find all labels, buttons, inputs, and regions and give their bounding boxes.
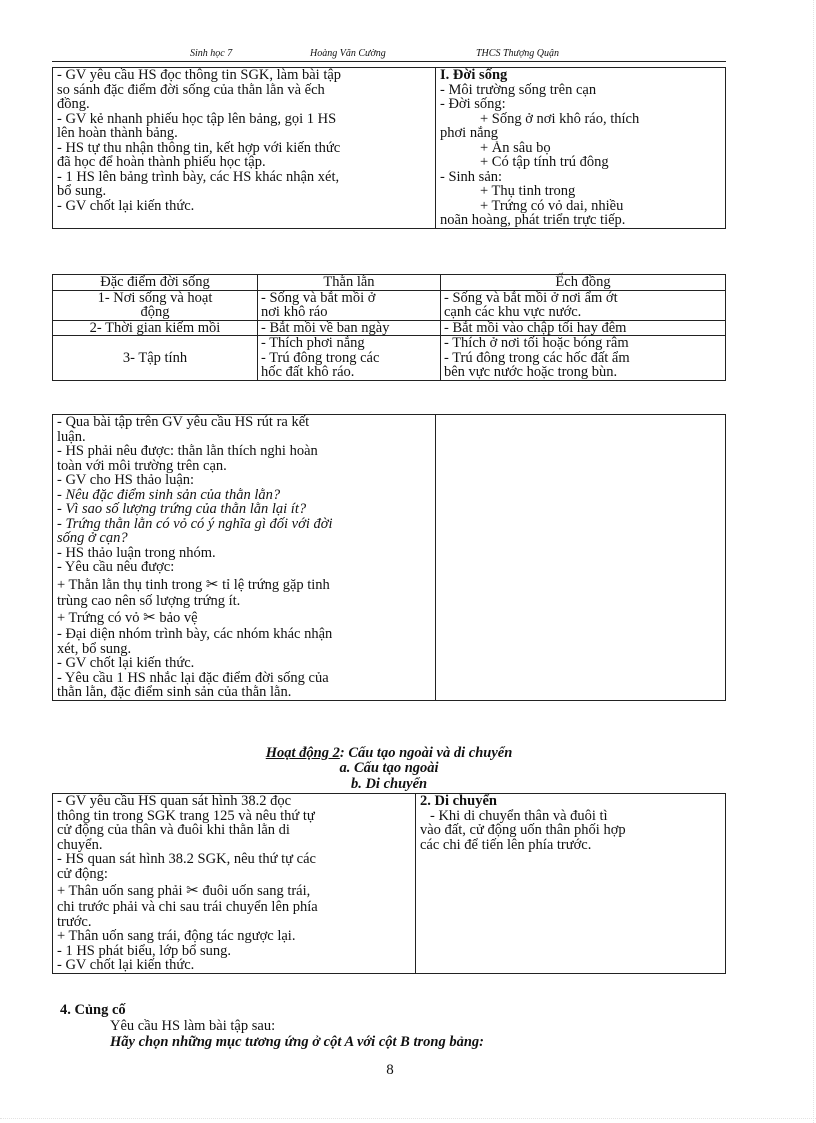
subheading-b: b. Di chuyển	[350, 776, 428, 792]
lizard-cell	[258, 336, 441, 381]
column-header: Thằn lằn	[258, 275, 441, 291]
text-line: - Yêu cầu 1 HS nhắc lại đặc điểm đời sống của	[57, 670, 329, 685]
text-line: so sánh đặc điểm đời sống của thằn lằn và ếch	[57, 82, 325, 97]
text-line: trước.	[57, 914, 92, 929]
text-line: + Thân uốn sang trái, động tác ngược lại.	[57, 929, 296, 944]
text-line: lên hoàn thành bảng.	[57, 126, 178, 141]
text-line: động	[140, 305, 170, 320]
text-line: - Khi di chuyển thân và đuôi tì	[430, 808, 608, 823]
text-line: - GV cho HS thảo luận:	[57, 473, 195, 488]
text-line: - Qua bài tập trên GV yêu cầu HS rút ra kết	[57, 415, 310, 430]
text-line: - Trú đông trong các	[261, 350, 380, 365]
table4-content-cell	[416, 794, 726, 974]
text-line: + Trứng có vỏ dai, nhiều	[480, 198, 624, 213]
text-line: - GV chốt lại kiến thức.	[57, 958, 195, 973]
section-4-instruction: Yêu cầu HS làm bài tập sau:	[110, 1018, 276, 1034]
lizard-cell	[258, 290, 441, 320]
text-line: - Bắt mồi vào chập tối hay đêm	[444, 320, 627, 335]
table-row	[53, 290, 726, 320]
text-line: - Môi trường sống trên cạn	[440, 82, 597, 97]
text-line: - Đời sống:	[440, 97, 506, 112]
text-line: - GV yêu cầu HS quan sát hình 38.2 đọc	[57, 794, 292, 809]
text-line: - HS tự thu nhận thông tin, kết hợp với kiến thức	[57, 140, 341, 155]
text-line-with-symbol	[57, 881, 411, 900]
text-line: phơi nắng	[440, 126, 499, 141]
text-line: chuyển.	[57, 837, 103, 852]
text-line: - Đại diện nhóm trình bày, các nhóm khác nhận	[57, 627, 333, 642]
text-line: xét, bổ sung.	[57, 641, 132, 656]
table3-teacher-cell	[53, 415, 436, 701]
text-line: - HS phải nêu được: thằn lằn thích nghi hoàn	[57, 444, 318, 459]
text-fragment: + Trứng có vỏ	[57, 610, 140, 626]
lizard-cell	[258, 320, 441, 336]
text-line: + Sống ở nơi khô ráo, thích	[480, 111, 640, 126]
text-fragment: + Thằn lằn thụ tinh trong	[57, 576, 203, 593]
question-line: - Nêu đặc điểm sinh sản của thằn lằn?	[57, 487, 281, 502]
text-line: cử động của thân và đuôi khi thằn lằn di	[57, 823, 290, 838]
section-4-title: 4. Củng cố	[60, 1002, 126, 1018]
page-bottom-border	[0, 1118, 816, 1119]
page-number: 8	[386, 1062, 394, 1078]
text-line: - HS thảo luận trong nhóm.	[57, 545, 216, 560]
text-line: - 1 HS phát biểu, lớp bổ sung.	[57, 943, 232, 958]
text-line: - Sống và bắt mồi ở	[261, 290, 376, 305]
frog-cell	[441, 336, 726, 381]
question-line: - Trứng thằn lằn có vỏ có ý nghĩa gì đối với đời	[57, 516, 333, 531]
question-line: sống ở cạn?	[57, 531, 128, 546]
table3-empty-cell	[436, 415, 726, 701]
question-line: - Vì sao số lượng trứng của thằn lằn lại ít?	[57, 502, 307, 517]
scissors-icon: ✂	[186, 881, 199, 899]
text-line: 1- Nơi sống và hoạt	[97, 290, 213, 305]
text-line: noãn hoàng, phát triển trực tiếp.	[440, 213, 626, 228]
text-line: - Sống và bắt mồi ở nơi ẩm ớt	[444, 290, 618, 305]
text-fragment: tỉ lệ trứng gặp tinh	[222, 576, 330, 593]
text-line: - GV chốt lại kiến thức.	[57, 198, 195, 213]
text-line: hốc đất khô ráo.	[261, 365, 355, 380]
section-title: I. Đời sống	[440, 68, 508, 83]
column-header: Ếch đồng	[441, 275, 726, 291]
frog-cell	[441, 290, 726, 320]
text-line: luận.	[57, 429, 86, 444]
text-line: + Thụ tinh trong	[480, 184, 576, 199]
activity-heading	[52, 746, 726, 760]
page-header	[52, 48, 726, 62]
text-fragment: bảo vệ	[159, 610, 198, 626]
table-row	[53, 336, 726, 381]
text-line: đồng.	[57, 97, 90, 112]
text-line: vào đất, cử động uốn thân phối hợp	[420, 823, 626, 838]
subheading-a: a. Cấu tạo ngoài	[339, 760, 439, 776]
text-line: thông tin trong SGK trang 125 và nêu thứ tự	[57, 808, 315, 823]
text-line: thằn lằn, đặc điểm sinh sản của thằn lằn.	[57, 685, 292, 700]
text-line: bổ sung.	[57, 184, 107, 199]
text-line: - Trú đông trong các hốc đất ẩm	[444, 350, 630, 365]
header-teacher: Hoàng Văn Cường	[310, 48, 386, 59]
text-line: - Thích phơi nắng	[261, 336, 365, 351]
text-line: - 1 HS lên bảng trình bày, các HS khác nhận xét,	[57, 169, 340, 184]
text-fragment: đuôi uốn sang trái,	[202, 883, 311, 899]
text-line-with-symbol	[57, 575, 431, 594]
table4-teacher-cell	[53, 794, 416, 974]
section-4-exercise: Hãy chọn những mục tương ứng ở cột A với cột B trong bảng:	[110, 1034, 484, 1050]
scissors-icon: ✂	[143, 608, 156, 626]
table-row	[53, 320, 726, 336]
text-line: đã học để hoàn thành phiếu học tập.	[57, 155, 266, 170]
text-line: cử động:	[57, 866, 108, 881]
text-line: + Ăn sâu bọ	[480, 140, 551, 155]
text-line: các chi để tiến lên phía trước.	[420, 837, 592, 852]
text-line: nơi khô ráo	[261, 305, 328, 320]
page-right-border	[813, 0, 814, 1123]
header-school: THCS Thượng Quận	[476, 48, 560, 59]
text-line: - GV kẻ nhanh phiếu học tập lên bảng, gọi 1 HS	[57, 111, 337, 126]
text-line: 2- Thời gian kiếm mồi	[89, 320, 221, 335]
activity-title: : Cấu tạo ngoài và di chuyển	[339, 745, 513, 761]
text-line: + Có tập tính trú đông	[480, 155, 609, 170]
table-discussion	[52, 414, 726, 701]
text-line: - Thích ở nơi tối hoặc bóng râm	[444, 336, 629, 351]
scissors-icon: ✂	[205, 574, 219, 593]
row-label	[53, 320, 258, 336]
text-line: bên vực nước hoặc trong bùn.	[444, 365, 618, 380]
text-line: 3- Tập tính	[122, 350, 188, 365]
row-label	[53, 336, 258, 381]
text-line: trùng cao nên số lượng trứng ít.	[57, 593, 241, 608]
text-line: - Sinh sản:	[440, 169, 503, 184]
frog-cell	[441, 320, 726, 336]
text-line: - HS quan sát hình 38.2 SGK, nêu thứ tự các	[57, 852, 316, 867]
table1-teacher-cell	[53, 68, 436, 229]
text-fragment: + Thân uốn sang phải	[57, 883, 183, 899]
text-line: - Bắt mồi về ban ngày	[261, 320, 390, 335]
text-line: chi trước phải và chi sau trái chuyển lên phía	[57, 900, 318, 915]
text-line: toàn với môi trường trên cạn.	[57, 458, 227, 473]
row-label	[53, 290, 258, 320]
table-comparison	[52, 274, 726, 381]
table1-content-cell	[436, 68, 726, 229]
column-header: Đặc điểm đời sống	[53, 275, 258, 291]
activity-label: Hoạt động 2	[265, 745, 340, 761]
text-line-with-symbol	[57, 608, 431, 627]
table-life-activity	[52, 67, 726, 229]
text-line: - GV chốt lại kiến thức.	[57, 656, 195, 671]
header-subject: Sinh học 7	[190, 48, 233, 59]
text-line: - Yêu cầu nêu được:	[57, 560, 175, 575]
section-title: 2. Di chuyển	[420, 794, 497, 809]
table-movement	[52, 793, 726, 974]
text-line: - GV yêu cầu HS đọc thông tin SGK, làm bài tập	[57, 68, 342, 83]
text-line: cạnh các khu vực nước.	[444, 305, 582, 320]
